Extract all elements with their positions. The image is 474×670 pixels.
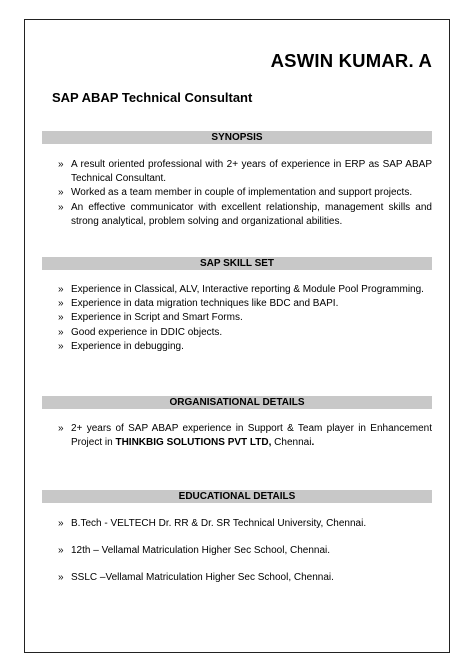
list-item [52,571,432,585]
list-item [52,544,432,558]
list-item [52,422,432,450]
section-heading-organisation: ORGANISATIONAL DETAILS [42,396,432,409]
company-name: THINKBIG SOLUTIONS PVT LTD, [115,437,272,449]
list-item-text: An effective communicator with excellent relationship, management skills and strong analytical, problem solving and organizational abilities. [71,201,432,227]
bullet-icon: » [58,312,64,324]
list-item-text: Experience in debugging. [71,340,184,352]
skills-list [52,283,432,354]
job-title: SAP ABAP Technical Consultant [52,90,253,105]
organisation-city: Chennai [271,437,312,449]
section-heading-skills: SAP SKILL SET [42,257,432,270]
list-item-text: 12th – Vellamal Matriculation Higher Sec School, Chennai. [71,545,331,557]
list-item [52,186,432,200]
list-item [52,311,432,325]
bullet-icon: » [58,545,64,557]
list-item [52,201,432,229]
list-item [52,283,432,297]
bullet-icon: » [58,187,64,199]
bullet-icon: » [58,518,64,529]
list-item [52,340,432,354]
list-item-text: Experience in Classical, ALV, Interactive reporting & Module Pool Programming. [71,284,424,295]
list-item [52,326,432,340]
bullet-icon: » [58,423,64,434]
list-item-text: SSLC –Vellamal Matriculation Higher Sec School, Chennai. [71,572,334,584]
section-heading-synopsis: SYNOPSIS [42,131,432,144]
list-item-text: Experience in Script and Smart Forms. [71,312,243,324]
synopsis-list [52,158,432,229]
list-item-text: Worked as a team member in couple of implementation and support projects. [71,187,413,199]
list-item-text: B.Tech - VELTECH Dr. RR & Dr. SR Technical University, Chennai. [71,518,367,529]
bullet-icon: » [58,298,64,310]
bullet-icon: » [58,201,64,213]
bullet-icon: » [58,159,64,170]
candidate-name: ASWIN KUMAR. A [270,50,432,71]
list-item-text: Experience in data migration techniques like BDC and BAPI. [71,298,339,310]
list-item [52,297,432,311]
section-heading-education: EDUCATIONAL DETAILS [42,490,432,503]
bullet-icon: » [58,572,64,584]
list-item-text: A result oriented professional with 2+ years of experience in ERP as SAP ABAP Technical Consultant. [71,159,432,185]
bullet-icon: » [58,340,64,352]
bullet-icon: » [58,284,64,295]
list-item-text: Good experience in DDIC objects. [71,326,223,338]
list-item [52,517,432,531]
bullet-icon: » [58,326,64,338]
list-item [52,158,432,186]
education-list [52,517,432,599]
organisation-period: . [311,437,315,449]
organisation-text: 2+ years of SAP ABAP experience in Support & Team player in Enhancement Project in [71,423,432,449]
organisation-list [52,422,432,450]
